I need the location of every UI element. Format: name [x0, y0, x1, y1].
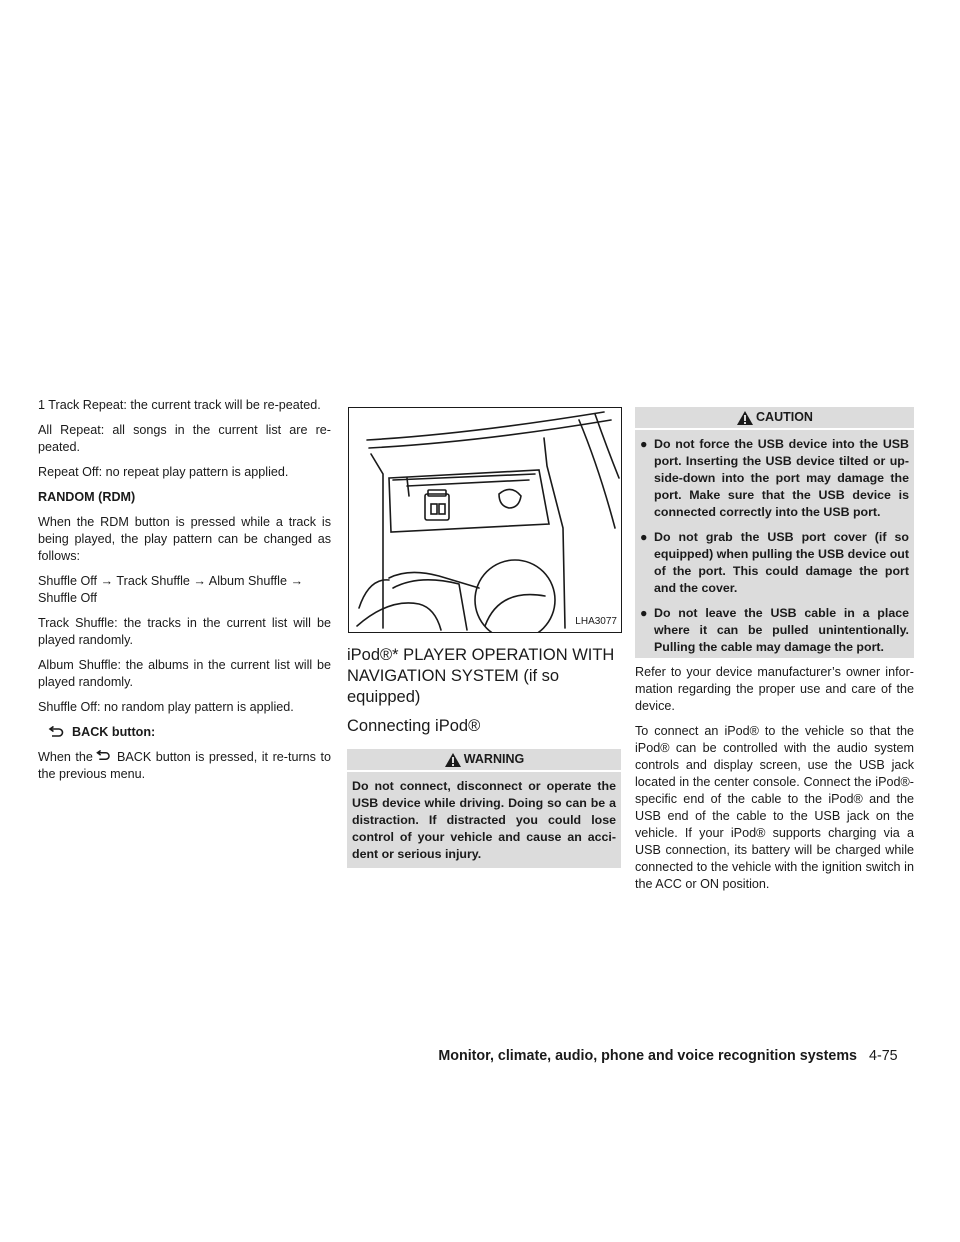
right-column: [635, 397, 914, 901]
middle-column: [347, 397, 621, 868]
caution-item: [640, 529, 909, 597]
caution-item-text: Do not force the USB device into the USB port. Inserting the USB device tilted or up-side-down into the port may damage the port. Make sure that the USB device is connected correctly into the USB port.: [654, 437, 909, 519]
all-repeat-text: All Repeat: all songs in the current list are re-peated.: [38, 423, 331, 454]
random-intro-text: When the RDM button is pressed while a track is being played, the play pattern can be changed as follows:: [38, 515, 331, 563]
refer-text: Refer to your device manufacturer’s owner infor-mation regarding the proper use and care of the device.: [635, 665, 914, 713]
figure-label: LHA3077: [575, 616, 617, 627]
caution-item-text: Do not grab the USB port cover (if so equipped) when pulling the USB device out of the port. This could damage the port and the cover.: [654, 530, 909, 595]
warning-triangle-icon: [736, 410, 754, 426]
album-shuffle-text: Album Shuffle: the albums in the current list will be played randomly.: [38, 658, 331, 689]
bullet-dot: ●: [640, 530, 648, 544]
shuffle-sequence-text: Shuffle Off → Track Shuffle → Album Shuffle → Shuffle Off: [38, 574, 304, 605]
bullet-dot: ●: [640, 606, 648, 620]
repeat-off-text: Repeat Off: no repeat play pattern is applied.: [38, 465, 289, 479]
caution-header: [635, 407, 914, 430]
back-button-text: [38, 749, 331, 783]
shuffle-off-text: Shuffle Off: no random play pattern is applied.: [38, 700, 294, 714]
section-title: iPod®* PLAYER OPERATION WITH NAVIGATION SYSTEM (if so equipped): [347, 646, 615, 706]
usb-port-illustration: [348, 407, 622, 633]
page-footer: [0, 1046, 960, 1066]
caution-item-text: Do not leave the USB cable in a place where it can be pulled unintentionally. Pulling the cable may damage the port.: [654, 606, 909, 654]
caution-box: [635, 407, 914, 658]
back-arrow-icon: [95, 750, 111, 763]
connect-text: To connect an iPod® to the vehicle so that the iPod® can be controlled with the audio system controls and display screen, use the USB jack located in the center console. Connect the iPod®-specific end of the cable to the iPod® and the USB end of the cable to the USB jack on the vehicle. If your iPod® supports charging via a USB connection, its battery will be charged while connected to the vehicle with the ignition switch in the ACC or ON position.: [635, 724, 914, 891]
warning-title: WARNING: [463, 752, 525, 766]
caution-title: CAUTION: [756, 410, 813, 424]
subsection-title: Connecting iPod®: [347, 717, 481, 735]
back-heading-label: BACK button:: [72, 725, 156, 739]
back-text-prefix: When the: [38, 750, 93, 764]
track-shuffle-text: Track Shuffle: the tracks in the current list will be played randomly.: [38, 616, 331, 647]
back-text-suffix: BACK button is pressed, it re-turns to the previous menu.: [38, 750, 332, 781]
warning-triangle-icon: [444, 752, 462, 768]
warning-header: [347, 749, 621, 772]
footer-section-title: Monitor, climate, audio, phone and voice recognition systems: [438, 1048, 857, 1064]
track-repeat-text: 1 Track Repeat: the current track will be re-peated.: [38, 398, 321, 412]
back-button-heading: [38, 724, 331, 741]
caution-item: [640, 436, 909, 521]
center-console-drawing: [349, 408, 621, 632]
bullet-dot: ●: [640, 437, 648, 451]
warning-text: Do not connect, disconnect or operate the USB device while driving. Doing so can be a distraction. If distracted you could lose control of your vehicle and cause an acci-dent or serious injury.: [352, 779, 616, 861]
random-heading: RANDOM (RDM): [38, 490, 136, 504]
page-number: 4-75: [869, 1048, 898, 1064]
left-column: [38, 397, 331, 791]
caution-item: [640, 605, 909, 656]
warning-box: [347, 749, 621, 868]
back-arrow-icon: [48, 726, 64, 740]
